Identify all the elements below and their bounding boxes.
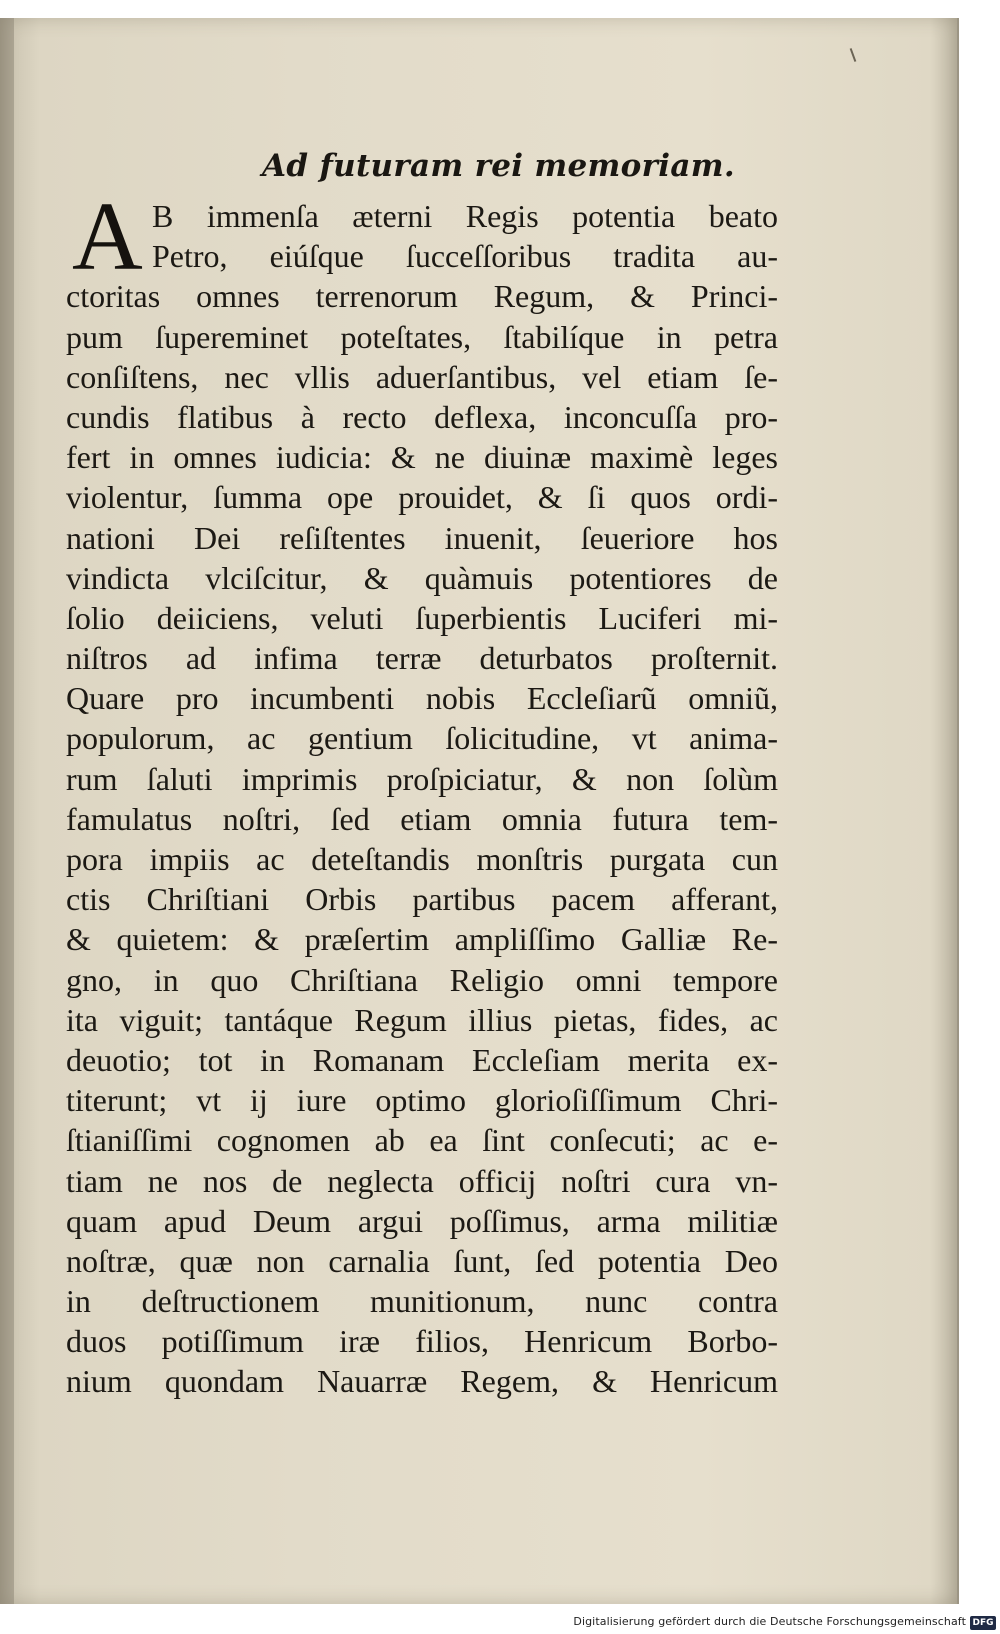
funding-credit: Digitalisierung gefördert durch die Deutsche Forschungsgemeinschaft	[573, 1615, 966, 1628]
text-line: deuotio; tot in Romanam Eccleſiam merita ex-	[66, 1041, 778, 1078]
text-line: nationi Dei reſiſtentes inuenit, ſeueriore hos	[66, 519, 778, 556]
text-line: cundis flatibus à recto deflexa, inconcuſſa pro-	[66, 398, 778, 435]
text-line: titerunt; vt ij iure optimo glorioſiſſimum Chri-	[66, 1082, 778, 1119]
text-line: ctoritas omnes terrenorum Regum, & Princi-	[66, 278, 778, 315]
book-page	[0, 18, 959, 1604]
page-mark	[850, 48, 857, 62]
text-line: niſtros ad infima terræ deturbatos proſternit.	[66, 640, 778, 677]
text-line: duos potiſſimum iræ filios, Henricum Borbo-	[66, 1323, 778, 1360]
text-line: violentur, ſumma ope prouidet, & ſi quos ordi-	[66, 479, 778, 516]
drop-cap-initial: A	[72, 183, 143, 291]
text-line: ita viguit; tantáque Regum illius pietas, fides, ac	[66, 1001, 778, 1038]
page-heading: Ad futuram rei memoriam.	[262, 148, 735, 184]
text-line: gno, in quo Chriſtiana Religio omni tempore	[66, 961, 778, 998]
text-line: famulatus noſtri, ſed etiam omnia futura tem-	[66, 800, 778, 837]
body-text	[66, 196, 778, 1402]
text-line: Quare pro incumbenti nobis Eccleſiarũ omniũ,	[66, 680, 778, 717]
page-gutter	[0, 18, 14, 1604]
text-line: populorum, ac gentium ſolicitudine, vt anima-	[66, 720, 778, 757]
text-line: fert in omnes iudicia: & ne diuinæ maximè leges	[66, 439, 778, 476]
text-line: vindicta vlciſcitur, & quàmuis potentiores de	[66, 559, 778, 596]
text-line: noſtræ, quæ non carnalia ſunt, ſed potentia Deo	[66, 1242, 778, 1279]
text-line: Petro, eiúſque ſucceſſoribus tradita au-	[152, 238, 778, 275]
text-line: quam apud Deum argui poſſimus, arma militiæ	[66, 1202, 778, 1239]
footer-bar	[0, 1608, 1000, 1634]
text-line: in deſtructionem munitionum, nunc contra	[66, 1283, 778, 1320]
text-line: tiam ne nos de neglecta officij noſtri cura vn-	[66, 1162, 778, 1199]
text-line: pora impiis ac deteſtandis monſtris purgata cun	[66, 841, 778, 877]
dfg-logo-icon: DFG	[970, 1616, 996, 1630]
text-line: pum ſupereminet poteſtates, ſtabilíque in petra	[66, 318, 778, 355]
text-line: nium quondam Nauarræ Regem, & Henricum	[66, 1363, 778, 1400]
text-line: rum ſaluti imprimis proſpiciatur, & non ſolùm	[66, 760, 778, 797]
text-line: B immenſa æterni Regis potentia beato	[152, 198, 778, 234]
text-line: ctis Chriſtiani Orbis partibus pacem afferant,	[66, 881, 778, 918]
text-line: ſtianiſſimi cognomen ab ea ſint conſecuti; ac e-	[66, 1122, 778, 1159]
text-line: & quietem: & præſertim ampliſſimo Galliæ Re-	[66, 921, 778, 958]
text-line: conſiſtens, nec vllis aduerſantibus, vel etiam ſe-	[66, 358, 778, 395]
text-line: ſolio deiiciens, veluti ſuperbientis Luciferi mi-	[66, 599, 778, 636]
